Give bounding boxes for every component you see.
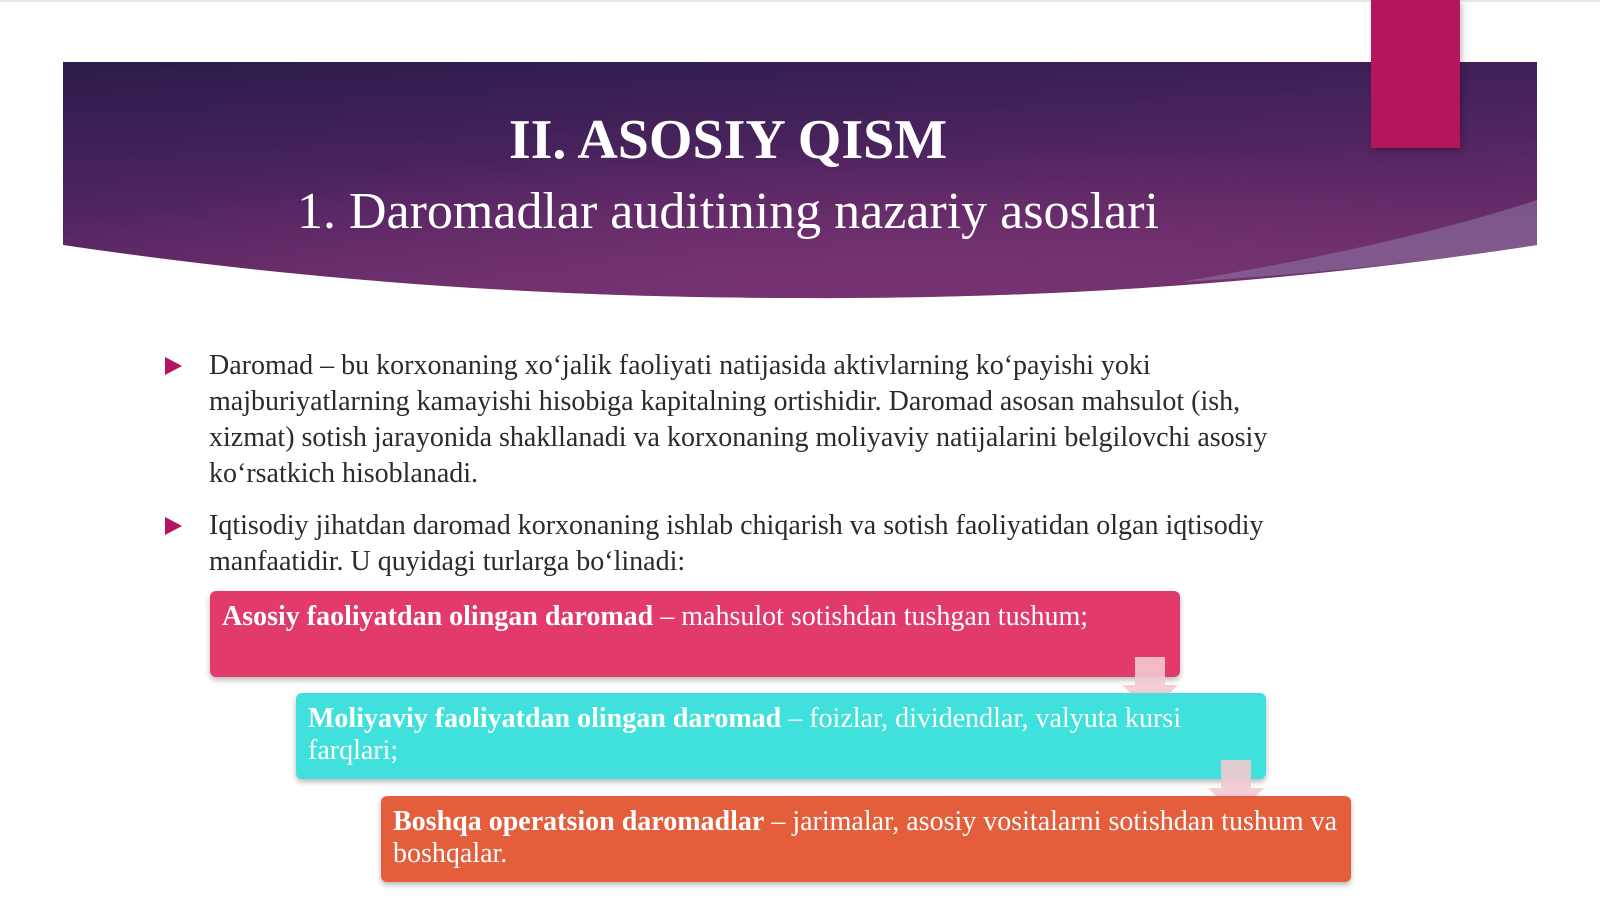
bullet-text: Iqtisodiy jihatdan daromad korxonaning ishlab chiqarish va sotish faoliyatidan olgan iqtisodiy manfaatidir. U quyidagi turlarga bo‘linadi:: [209, 510, 1264, 577]
step-term: Asosiy faoliyatdan olingan daromad: [222, 601, 654, 632]
step-description: – foizlar, dividendlar, valyuta kursi farqlari;: [308, 703, 1181, 766]
slide-subtitle: 1. Daromadlar auditining nazariy asoslari: [296, 183, 1160, 240]
step-term: Boshqa operatsion daromadlar: [393, 806, 765, 837]
step-description: – mahsulot sotishdan tushgan tushum;: [653, 601, 1089, 632]
bullet-text: Daromad – bu korxonaning xo‘jalik faoliyati natijasida aktivlarning ko‘payishi yoki majburiyatlarning kamayishi hisobiga kapitalning ortishidir. Daromad asosan mahsulot (ish, xizmat) sotish jarayonida shakllanadi va korxonaning moliyaviy natijalarini belgilovchi asosiy ko‘rsatkich hisoblanadi.: [209, 350, 1268, 489]
triangle-bullet-icon: [165, 517, 182, 535]
triangle-bullet-icon: [165, 357, 182, 375]
process-step-other-income: [381, 796, 1351, 882]
slide-title: II. ASOSIY QISM: [508, 109, 948, 171]
process-step-main-income: [210, 591, 1180, 677]
step-description: – jarimalar, asosiy vositalarni sotishdan tushum va boshqalar.: [393, 806, 1338, 869]
step-term: Moliyaviy faoliyatdan olingan daromad: [308, 703, 782, 734]
process-step-financial-income: [296, 693, 1266, 779]
